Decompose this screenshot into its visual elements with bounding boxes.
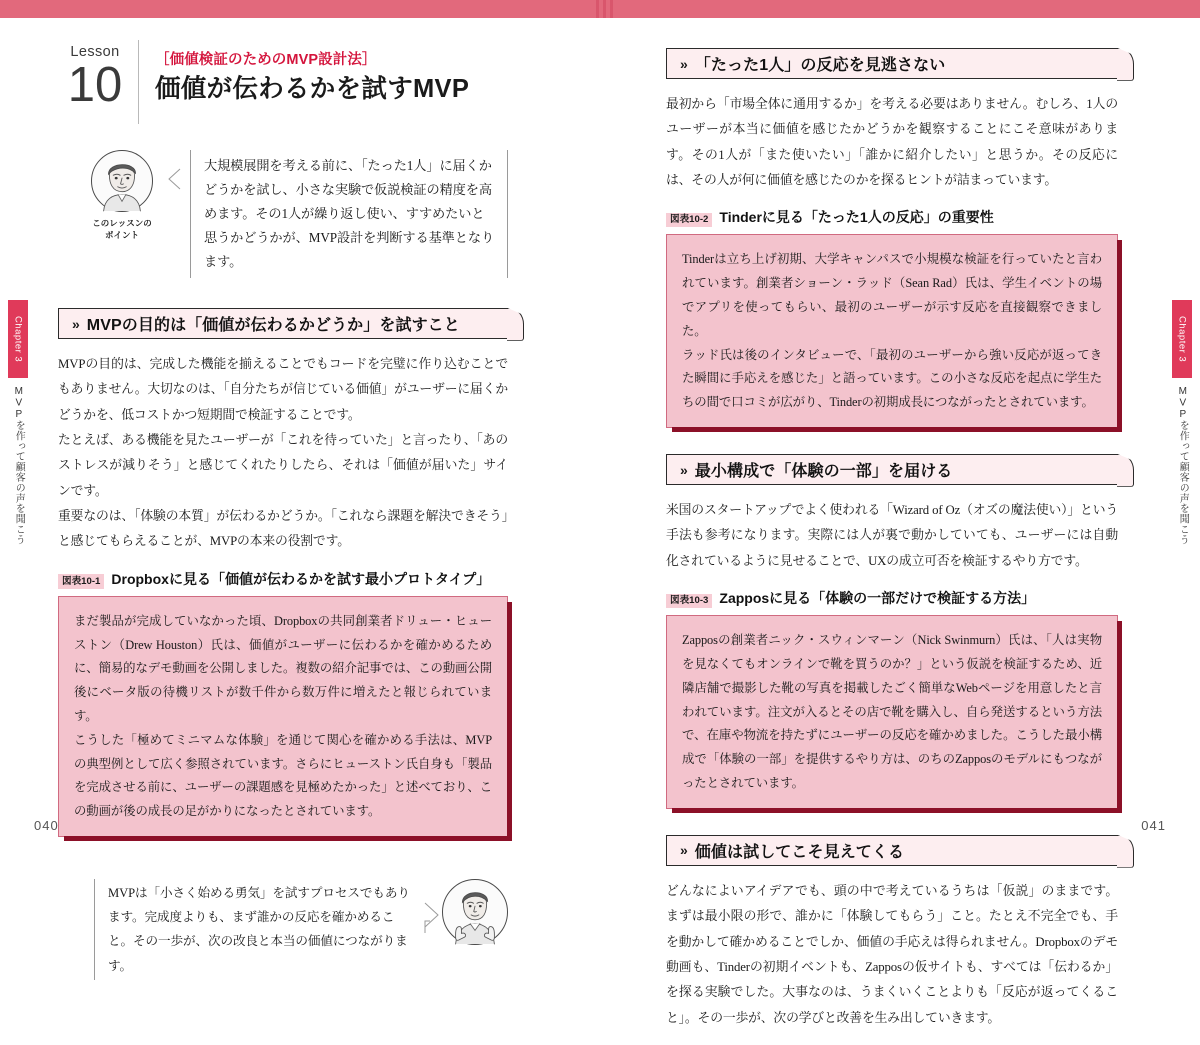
right-body-paragraphs-1 xyxy=(666,92,1118,193)
right-body-paragraphs-3 xyxy=(666,879,1118,1031)
chevron-double-right-icon: » xyxy=(680,461,688,478)
page-number-right: 041 xyxy=(1141,818,1166,833)
section-heading-label-right-3: 価値は試してこそ見えてくる xyxy=(694,843,905,861)
point-avatar-caption-line2: ポイント xyxy=(104,229,139,240)
chevron-double-right-icon: » xyxy=(680,842,688,859)
point-avatar-caption xyxy=(92,218,151,242)
lesson-title: 価値が伝わるかを試すMVP xyxy=(155,75,470,103)
figure-box-paragraph: Tinderは立ち上げ初期、大学キャンパスで小規模な検証を行っていたと言われています。創業者ショーン・ラッド（Sean Rad）氏は、学生イベントの場でアプリを使ってもらい、最初のユーザーが示す反応を直接観察できました。 xyxy=(682,252,1102,338)
chapter-tab-label-left: Chapter 3 xyxy=(12,315,24,363)
section-heading-label-left: MVPの目的は「価値が伝わるかどうか」を試すこと xyxy=(86,317,460,335)
closing-quote-box xyxy=(94,879,424,980)
figure-title-10-2: Tinderに見る「たった1人の反応」の重要性 xyxy=(719,209,994,226)
section-heading-left xyxy=(58,308,508,339)
chevron-double-right-icon: » xyxy=(72,315,80,332)
paragraph: どんなによいアイデアでも、頭の中で考えているうちは「仮説」のままです。まずは最小限の形で、誰かに「体験してもらう」こと。たとえ不完全でも、手を動かして確かめることでしか、価値の手応えは得られません。Dropboxのデモ動画も、Tinderの初期イベントも、Zapposの仮サイトも、すべては「伝わるか」を探る実験でした。大事なのは、うまくいくことよりも「反応が返ってくること」。その一歩が、次の学びと改善を生み出していきます。 xyxy=(666,883,1118,1025)
thumbs-up-avatar-icon xyxy=(442,879,508,945)
right-page xyxy=(600,0,1200,1025)
point-avatar-caption-line1: このレッスンの xyxy=(92,218,152,228)
paragraph: 重要なのは、「体験の本質」が伝わるかどうか。「これなら課題を解決できそう」と感じてもらえることが、MVPの本来の役割です。 xyxy=(58,509,508,549)
lesson-number-block xyxy=(58,36,132,128)
chapter-caption-label-right: MVPを作って顧客の声を聞こう xyxy=(1177,386,1189,545)
lesson-number: 10 xyxy=(67,58,123,112)
figure-badge-10-3: 図表10-3 xyxy=(666,594,712,609)
paragraph: 最初から「市場全体に通用するか」を考える必要はありません。むしろ、1人のユーザーが本当に価値を感じたかどうかを観察することにこそ意味があります。その1人が「また使いたい」「誰かに紹介したい」と思うか。その反応には、その人が何に価値を感じたのかを探るヒントが詰まっています。 xyxy=(666,97,1118,187)
section-heading-right-3 xyxy=(666,835,1118,866)
lesson-point-block xyxy=(76,150,508,278)
section-heading-right-1 xyxy=(666,48,1118,79)
chapter-caption-label-left: MVPを作って顧客の声を聞こう xyxy=(13,386,25,545)
chevron-double-right-icon: » xyxy=(680,55,688,72)
figure-box-paragraph: こうした「極めてミニマムな体験」を通じて関心を確かめる手法は、MVPの典型例として広く参照されています。さらにヒューストン氏自身も「製品を完成させる前に、ユーザーの課題感を見極めたかった」と述べており、この動画が後の成長の足がかりになったとされています。 xyxy=(74,732,492,819)
figure-label-row-10-2 xyxy=(666,207,1118,227)
figure-title-10-3: Zapposに見る「体験の一部だけで検証する方法」 xyxy=(719,590,1036,607)
figure-badge-10-1: 図表10-1 xyxy=(58,574,104,589)
point-quote-wrap xyxy=(168,150,508,278)
lesson-title-block xyxy=(155,36,508,128)
left-page xyxy=(0,0,600,973)
closing-speech-block xyxy=(94,879,508,980)
page-number-left: 040 xyxy=(34,818,59,833)
chapter-tab-label-right: Chapter 3 xyxy=(1176,315,1188,363)
figure-box-10-2 xyxy=(666,234,1118,428)
lesson-header xyxy=(58,36,508,128)
figure-label-row-10-1 xyxy=(58,569,508,589)
point-avatar-wrap xyxy=(76,150,168,242)
point-quote-box xyxy=(190,150,508,278)
paragraph: たとえば、ある機能を見たユーザーが「これを待っていた」と言ったり、「あのストレスが減りそう」と感じてくれたりしたら、それは「価値が届いた」サインです。 xyxy=(58,433,508,498)
figure-box-10-3 xyxy=(666,615,1118,809)
closing-quote-text: MVPは「小さく始める勇気」を試すプロセスでもあります。完成度よりも、まず誰かの反応を確かめること。その一歩が、次の改良と本当の価値につながります。 xyxy=(108,886,410,973)
right-body-paragraphs-2 xyxy=(666,498,1118,574)
figure-label-row-10-3 xyxy=(666,588,1118,608)
figure-badge-10-2: 図表10-2 xyxy=(666,213,712,228)
point-quote-text: 大規模展開を考える前に、「たった1人」に届くかどうかを試し、小さな実験で仮説検証の精度を高めます。その1人が繰り返し使い、すすめたいと思うかどうかが、MVP設計を判断する基準となります。 xyxy=(204,158,495,270)
paragraph: MVPの目的は、完成した機能を揃えることでもコードを完璧に作り込むことでもありません。大切なのは、「自分たちが信じている価値」がユーザーに届くかどうかを、低コストかつ短期間で検証することです。 xyxy=(58,357,508,422)
portrait-avatar-icon xyxy=(91,150,153,212)
section-heading-right-2 xyxy=(666,454,1118,485)
paragraph: 米国のスタートアップでよく使われる「Wizard of Oz（オズの魔法使い）」という手法も参考になります。実際には人が裏で動かしていても、ユーザーには自動化されているように見せることで、UXの成立可否を検証するやり方です。 xyxy=(666,503,1118,568)
figure-box-10-1 xyxy=(58,596,508,837)
lesson-kicker: ［価値検証のためのMVP設計法］ xyxy=(155,52,377,68)
figure-box-paragraph: Zapposの創業者ニック・スウィンマーン（Nick Swinmurn）氏は、「人は実物を見なくてもオンラインで靴を買うのか？」という仮説を検証するため、近隣店舗で撮影した靴の写真を掲載したごく簡単なWebページを用意したと言われています。注文が入るとその店で靴を購入し、自ら発送するという方法で、在庫や物流を持たずにユーザーの反応を確かめました。こうした最小構成で「体験の一部」を提供するやり方は、のちのZapposのモデルにもつながったとされています。 xyxy=(682,633,1102,791)
lesson-word: Lesson xyxy=(70,44,120,60)
left-body-paragraphs xyxy=(58,352,508,555)
figure-box-paragraph: ラッド氏は後のインタビューで、「最初のユーザーから強い反応が返ってきた瞬間に手応えを感じた」と語っています。この小さな反応を起点に学生たちの間で口コミが広がり、Tinderの初期成長につながったとされています。 xyxy=(682,347,1102,410)
section-heading-label-right-1: 「たった1人」の反応を見逃さない xyxy=(694,57,946,74)
section-heading-label-right-2: 最小構成で「体験の一部」を届ける xyxy=(694,463,953,481)
lesson-divider xyxy=(138,40,139,124)
quote-pointer-icon xyxy=(168,168,181,190)
closing-quote-pointer-icon xyxy=(424,883,440,947)
figure-box-paragraph: まだ製品が完成していなかった頃、Dropboxの共同創業者ドリュー・ヒューストン（Drew Houston）氏は、価値がユーザーに伝わるかを確かめるために、簡易的なデモ動画を公開しました。複数の紹介記事では、この動画公開後にベータ版の待機リストが数千件から数万件に増えたと報じられています。 xyxy=(74,613,492,724)
figure-title-10-1: Dropboxに見る「価値が伝わるかを試す最小プロトタイプ」 xyxy=(111,570,491,587)
